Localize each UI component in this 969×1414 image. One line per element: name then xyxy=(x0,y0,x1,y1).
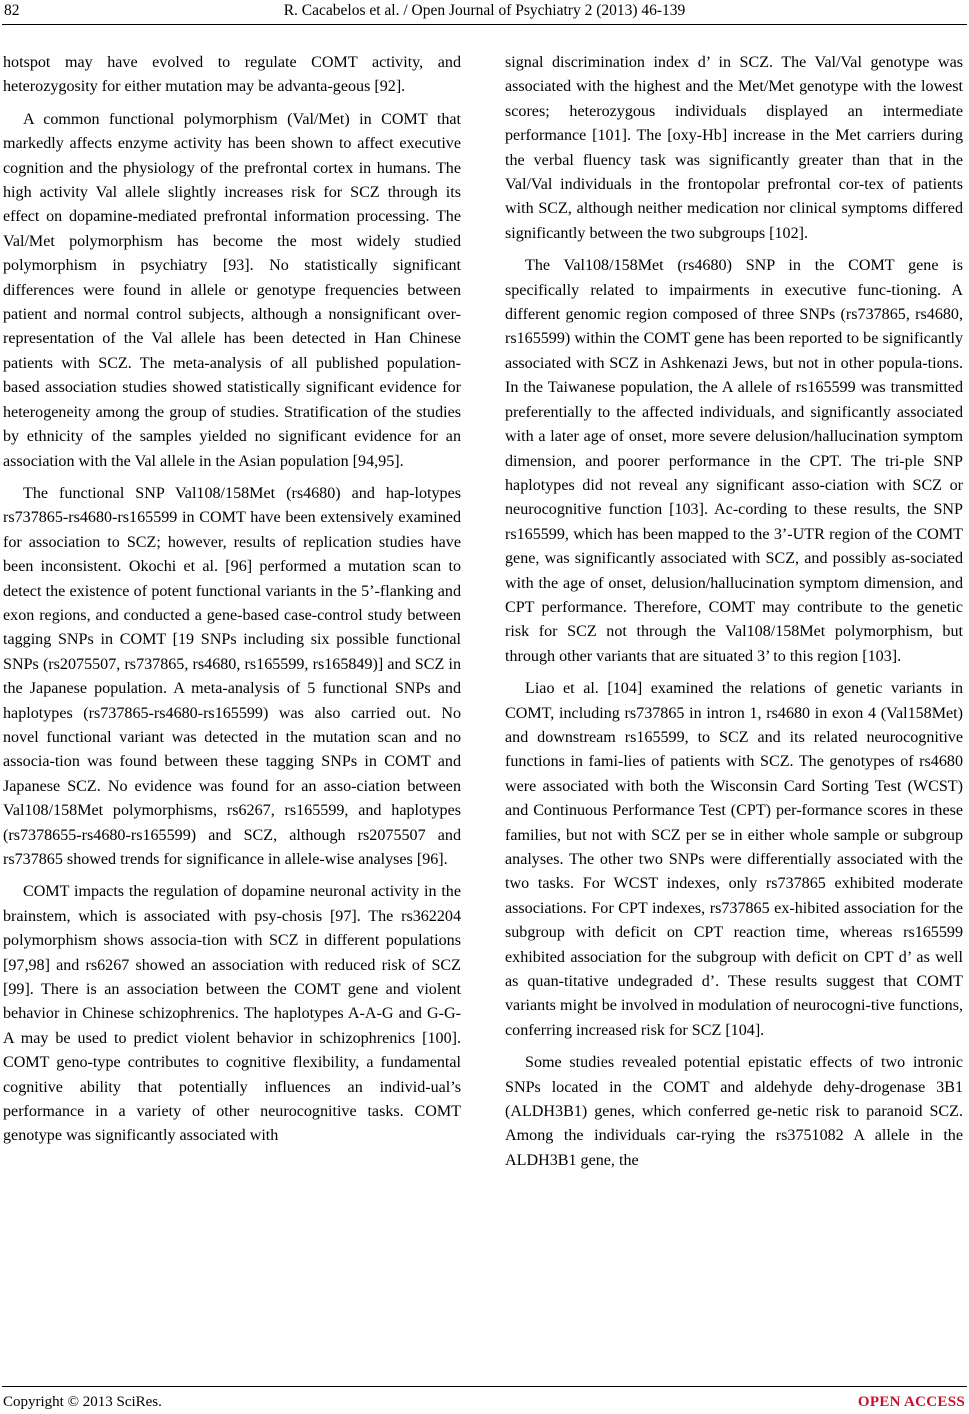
running-title: R. Cacabelos et al. / Open Journal of Psychiatry 2 (2013) 46-139 xyxy=(283,2,686,19)
paragraph: COMT impacts the regulation of dopamine neuronal activity in the brainstem, which is associated with psy-chosis [97]. The rs362204 polymorphism shows associa-tion with SCZ in different populations [97,98] and rs6267 showed an association with reduced risk of SCZ [99]. There is an association between the COMT gene and violent behavior in Chinese schizophrenics. The haplotypes A-A-G and G-G-A may be used to predict violent behavior in schizophrenics [100]. COMT geno-type contributes to cognitive flexibility, a fundamental cognitive ability that potentially influences an individ-ual’s performance in a variety of other neurocognitive tasks. COMT genotype was significantly associated with xyxy=(3,883,461,1145)
page-header xyxy=(0,0,969,28)
open-access-label: OPEN ACCESS xyxy=(857,1394,965,1410)
page-number: 82 xyxy=(4,2,20,19)
left-column xyxy=(3,51,461,1157)
copyright-notice: Copyright © 2013 SciRes. xyxy=(3,1394,162,1410)
page-footer xyxy=(0,1393,969,1414)
paragraph: The functional SNP Val108/158Met (rs4680) and hap-lotypes rs737865-rs4680-rs165599 in COMT have been extensively examined for association to SCZ; however, results of replication studies have been inconsistent. Okochi et al. [96] performed a mutation scan to detect the existence of potent functional variants in the 5’-flanking and exon regions, and conducted a gene-based case-control study between tagging SNPs in COMT [19 SNPs including six possible functional SNPs (rs2075507, rs737865, rs4680, rs165599, rs165849)] and SCZ in the Japanese population. A meta-analysis of 5 functional SNPs and haplotypes (rs737865-rs4680-rs165599) was also carried out. No novel functional variant was detected in the mutation scan and no associa-tion was found between these tagging SNPs in COMT and Japanese SCZ. No evidence was found for an asso-ciation between Val108/158Met polymorphisms, rs6267, rs165599, and haplotypes (rs7378655-rs4680-rs165599) and SCZ, although rs2075507 and rs737865 showed trends for significance in allele-wise analyses [96]. xyxy=(3,484,461,868)
right-column xyxy=(505,51,963,1181)
paragraph: signal discrimination index d’ in SCZ. The Val/Val genotype was associated with the highest and the Met/Met genotype with the lowest scores; heterozygous individuals displayed an intermediate performance [101]. The [oxy-Hb] increase in the Met carriers during the verbal fluency task was significantly greater than that in the Val/Val individuals in the frontopolar prefrontal cor-tex of patients with SCZ, although neither medication nor clinical symptoms differed significantly between the two subgroups [102]. xyxy=(505,54,963,242)
paragraph: A common functional polymorphism (Val/Met) in COMT that markedly affects enzyme activity has been shown to affect executive cognition and the physiology of the prefrontal cortex in humans. The high activity Val allele slightly increases risk for SCZ through its effect on dopamine-mediated prefrontal information processing. The Val/Met polymorphism has become the most widely studied polymorphism in psychiatry [93]. No statistically significant differences were found in allele or genotype frequencies between patient and normal control subjects, although a nonsignificant over-representation of the Val allele has been detected in Han Chinese patients with SCZ. The meta-analysis of all published population-based association studies showed statistically significant evidence for heterogeneity among the group of studies. Stratification of the studies by ethnicity of the samples yielded no significant evidence for an association with the Val allele in the Asian population [94,95]. xyxy=(3,110,461,470)
header-rule xyxy=(2,24,967,25)
footer-rule xyxy=(2,1386,967,1387)
paragraph: Some studies revealed potential epistatic effects of two intronic SNPs located in the COMT and aldehyde dehy-drogenase 3B1 (ALDH3B1) genes, which conferred ge-netic risk to paranoid SCZ. Among the individuals car-rying the rs3751082 A allele in the ALDH3B1 gene, the xyxy=(505,1054,963,1169)
paragraph: hotspot may have evolved to regulate COMT activity, and heterozygosity for either mutation may be advanta-geous [92]. xyxy=(3,54,461,96)
paragraph: Liao et al. [104] examined the relations of genetic variants in COMT, including rs737865 in intron 1, rs4680 in exon 4 (Val158Met) and downstream rs165599, to SCZ and its related neurocognitive functions in fami-lies of patients with SCZ. The genotypes of rs4680 were associated with both the Wisconsin Card Sorting Test (WCST) and Continuous Performance Test (CPT) per-formance scores in these families, but not with SCZ per se in either whole sample or subgroup analyses. The other two SNPs were differentially associated with the two tasks. For WCST indexes, only rs737865 exhibited moderate associations. For CPT indexes, rs737865 ex-hibited association for the subgroup with deficit on CPT reaction time, whereas rs165599 exhibited association for the subgroup with deficit on CPT d’ as well as quan-titative undegraded d’. These results suggest that COMT variants might be involved in modulation of neurocogni-tive functions, conferring increased risk for SCZ [104]. xyxy=(505,680,963,1039)
paragraph: The Val108/158Met (rs4680) SNP in the COMT gene is specifically related to impairments in executive func-tioning. A different genomic region composed of three SNPs (rs737865, rs4680, rs165599) within the COMT gene has been reported to be significantly associated with SCZ in Ashkenazi Jews, but not in other popula-tions. In the Taiwanese population, the A allele of rs165599 was transmitted preferentially to the affected individuals, and significantly associated with a later age of onset, more severe delusion/hallucination symptom dimension, and poorer performance in the CPT. The tri-ple SNP haplotypes did not reveal any significant asso-ciation with SCZ or neurocognitive function [103]. Ac-cording to these results, the SNP rs165599, which has been mapped to the 3’-UTR region of the COMT gene, was significantly associated with SCZ, and possibly as-sociated with the age of onset, delusion/hallucination symptom dimension, and CPT performance. Therefore, COMT may contribute to the genetic risk for SCZ not through the Val108/158Met polymorphism, but through other variants that are situated 3’ to this region [103]. xyxy=(505,257,963,665)
